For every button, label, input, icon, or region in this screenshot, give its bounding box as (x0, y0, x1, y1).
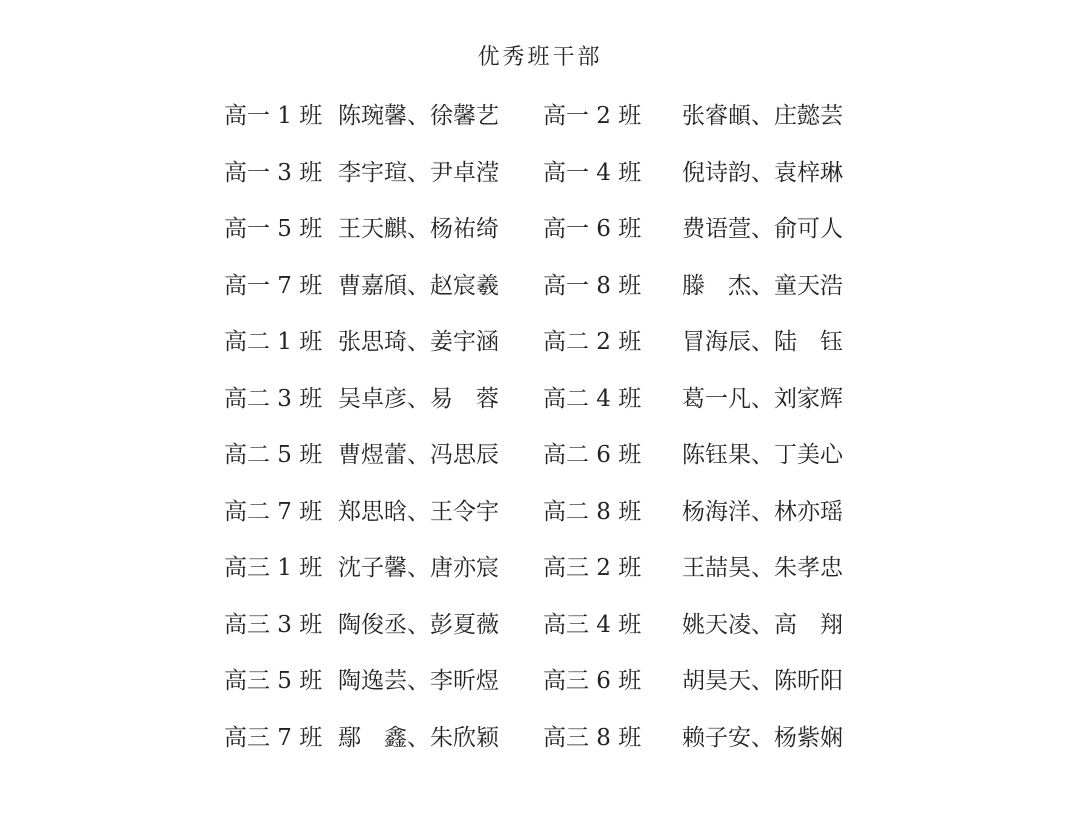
student-names: 陶逸芸、李昕煜 (338, 668, 499, 694)
student-names: 沈子馨、唐亦宸 (338, 555, 499, 581)
student-names: 王天麒、杨祐绮 (338, 216, 499, 242)
list-row (0, 322, 1080, 379)
student-names: 吴卓彦、易 蓉 (338, 385, 499, 412)
class-label: 高三 2 班 (543, 555, 642, 581)
student-names: 李宇瑄、尹卓滢 (338, 159, 499, 186)
student-names: 郑思晗、王令宇 (338, 498, 499, 525)
student-names: 姚天凌、高 翔 (682, 611, 843, 638)
class-label: 高二 5 班 (224, 442, 323, 468)
class-label: 高三 5 班 (224, 668, 323, 694)
class-label: 高三 1 班 (224, 555, 323, 581)
student-names: 胡昊天、陈昕阳 (682, 668, 843, 694)
list-row (0, 661, 1080, 718)
cadre-list (0, 96, 1080, 774)
class-label: 高三 6 班 (543, 668, 642, 694)
student-names: 王喆昊、朱孝忠 (682, 555, 843, 581)
student-names: 倪诗韵、袁梓琳 (682, 159, 843, 186)
list-row (0, 209, 1080, 266)
student-names: 曹嘉頎、赵宸羲 (338, 272, 499, 299)
class-label: 高一 7 班 (224, 272, 323, 299)
list-row (0, 435, 1080, 492)
list-row (0, 96, 1080, 153)
class-label: 高一 1 班 (224, 103, 323, 129)
class-label: 高一 5 班 (224, 216, 323, 242)
class-label: 高三 7 班 (224, 724, 323, 751)
list-row (0, 718, 1080, 775)
class-label: 高二 8 班 (543, 498, 642, 525)
class-label: 高一 3 班 (224, 159, 323, 186)
list-row (0, 153, 1080, 210)
class-label: 高一 8 班 (543, 272, 642, 299)
class-label: 高一 6 班 (543, 216, 642, 242)
class-label: 高三 3 班 (224, 611, 323, 638)
class-label: 高二 3 班 (224, 385, 323, 412)
class-label: 高二 2 班 (543, 329, 642, 355)
student-names: 张思琦、姜宇涵 (338, 329, 499, 355)
student-names: 滕 杰、童天浩 (682, 272, 843, 299)
student-names: 陶俊丞、彭夏薇 (338, 611, 499, 638)
student-names: 杨海洋、林亦瑶 (682, 498, 843, 525)
class-label: 高一 2 班 (543, 103, 642, 129)
student-names: 曹煜蕾、冯思辰 (338, 442, 499, 468)
class-label: 高二 1 班 (224, 329, 323, 355)
student-names: 葛一凡、刘家辉 (682, 385, 843, 412)
class-label: 高二 7 班 (224, 498, 323, 525)
class-label: 高三 4 班 (543, 611, 642, 638)
class-label: 高一 4 班 (543, 159, 642, 186)
class-label: 高三 8 班 (543, 724, 642, 751)
list-row (0, 605, 1080, 662)
student-names: 赖子安、杨紫娴 (682, 724, 843, 751)
student-names: 费语萱、俞可人 (682, 216, 843, 242)
student-names: 张睿頔、庄懿芸 (682, 103, 843, 129)
list-row (0, 379, 1080, 436)
student-names: 鄢 鑫、朱欣颖 (338, 724, 499, 751)
list-row (0, 266, 1080, 323)
list-row (0, 492, 1080, 549)
page-title: 优秀班干部 (477, 45, 603, 70)
list-row (0, 548, 1080, 605)
student-names: 陈琬馨、徐馨艺 (338, 103, 499, 129)
student-names: 冒海辰、陆 钰 (682, 329, 843, 355)
class-label: 高二 6 班 (543, 442, 642, 468)
student-names: 陈钰果、丁美心 (682, 442, 843, 468)
class-label: 高二 4 班 (543, 385, 642, 412)
